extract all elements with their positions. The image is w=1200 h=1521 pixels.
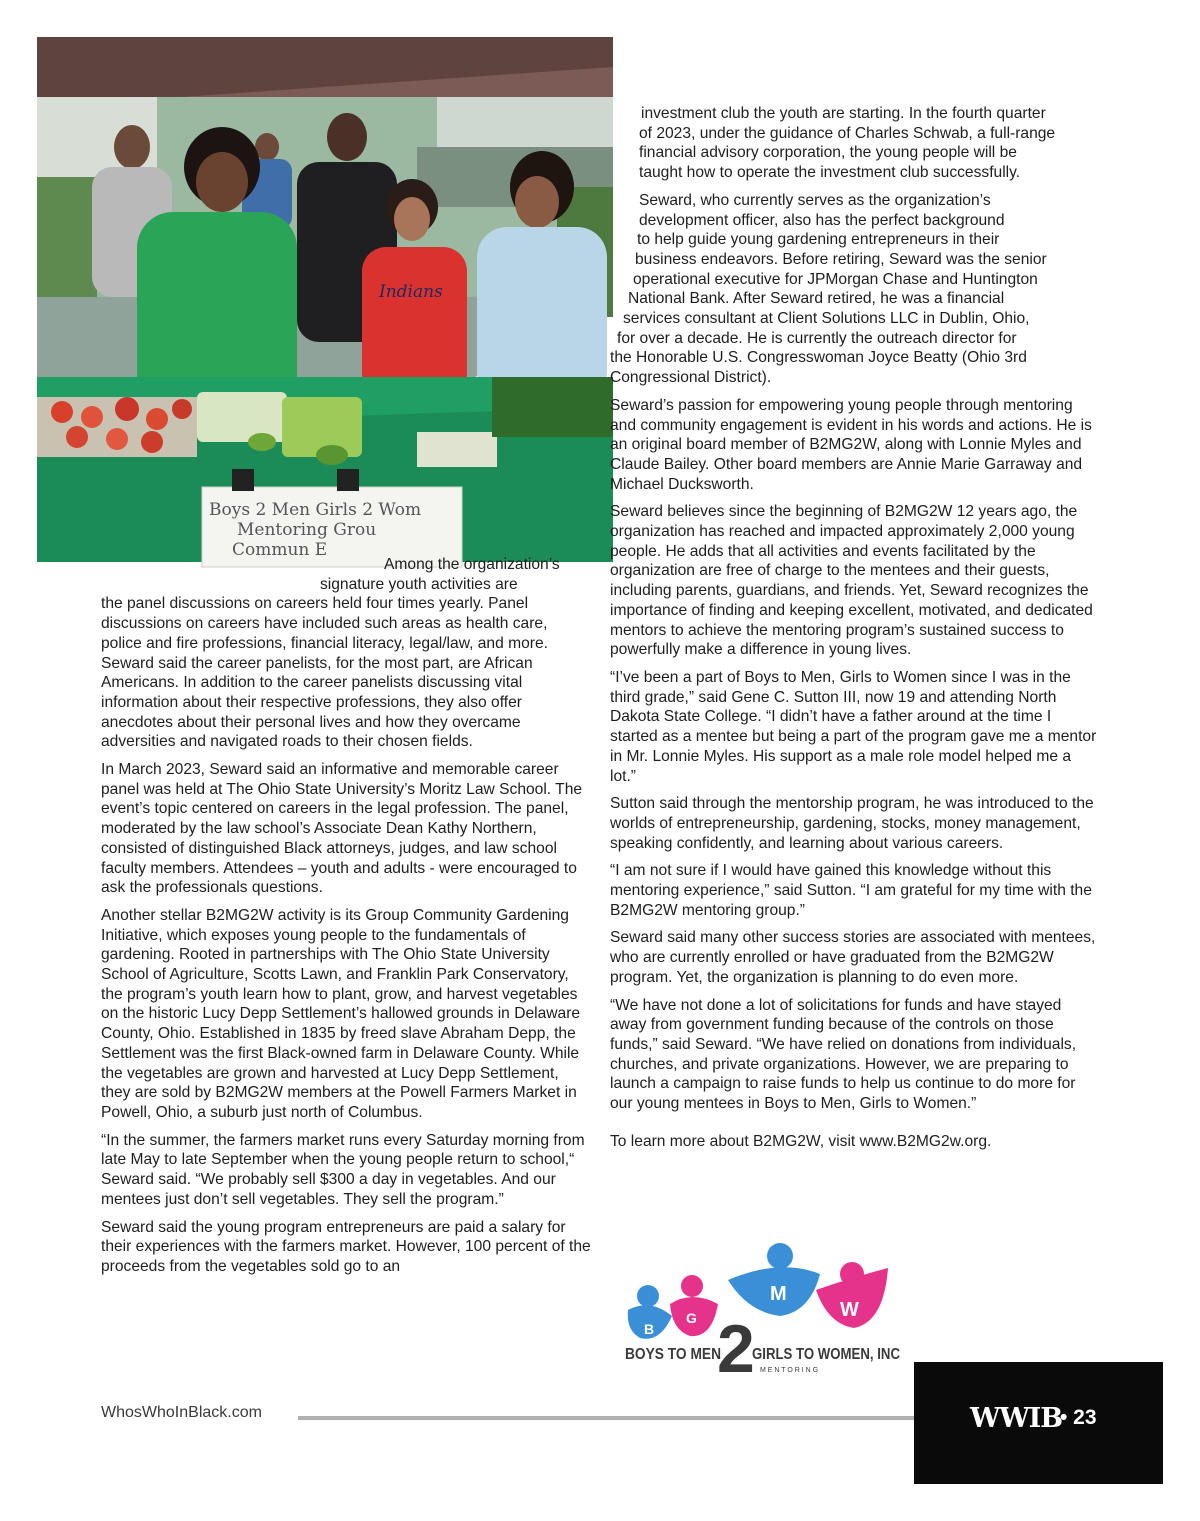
right-paragraph-9: “We have not done a lot of solicitations for funds and have stayed away from government funding because of the controls on those funds,” said Seward. “We have relied on donations from individuals, churches, and private organizations. However, we are preparing to launch a campaign to raise funds to help us continue to do more for our young mentees in Boys to Men, Girls to Women.” bbox=[610, 996, 1077, 1113]
right-p2-line-6: National Bank. After Seward retired, he was a financial bbox=[628, 290, 1005, 308]
footer-rule bbox=[298, 1416, 958, 1420]
logo-girls-to-women: GIRLS TO WOMEN, INC bbox=[752, 1346, 901, 1363]
logo-letter-b: B bbox=[644, 1321, 655, 1337]
right-p1-line-2: of 2023, under the guidance of Charles Schwab, a full-range bbox=[639, 124, 1056, 142]
left-column bbox=[101, 555, 591, 1285]
logo-letter-w: W bbox=[840, 1299, 859, 1321]
footer-brand-logo: WWIB bbox=[970, 1403, 1063, 1434]
right-p2-line-1: Seward, who currently serves as the organization’s bbox=[639, 191, 991, 209]
photo-illustration bbox=[37, 37, 613, 562]
market-photo bbox=[37, 37, 613, 562]
footer-website: WhosWhoInBlack.com bbox=[101, 1404, 262, 1421]
right-p1-line-1: investment club the youth are starting. In the fourth quarter bbox=[641, 105, 1046, 122]
left-paragraph-4: “In the summer, the farmers market runs every Saturday morning from late May to late September when the young people return to school,“ Seward said. “We probably sell $300 a day in vegetables. And our mentees just don’t sell vegetables. They sell the program.” bbox=[101, 1131, 585, 1208]
right-p2-line-2: development officer, also has the perfect background bbox=[639, 211, 1005, 229]
left-paragraph-1 bbox=[101, 555, 591, 752]
left-p1-rest: the panel discussions on careers held four times yearly. Panel discussions on careers have included such areas as health care, police and fire professions, financial literacy, legal/law, and more. Seward said the career panelists, for the most part, are African Americans. In addition to the career panelists discussing vital information about their respective professions, they also offer anecdotes about their personal lives and how they overcame adversities and navigated roads to their chosen fields. bbox=[101, 595, 548, 751]
right-paragraph-5: “I’ve been a part of Boys to Men, Girls to Women since I was in the third grade,” said Gene C. Sutton III, now 19 and attending North Dakota State College. “I didn’t have a father around at the time I started as a mentee but being a part of the program gave me a mentor in Mr. Lonnie Myles. His support as a male role model helped me a lot.” bbox=[610, 668, 1097, 785]
right-paragraph-2 bbox=[610, 191, 1100, 388]
logo-graphic bbox=[620, 1238, 910, 1387]
banner-line-2: Mentoring Grou bbox=[237, 520, 377, 540]
right-paragraph-6: Sutton said through the mentorship program, he was introduced to the worlds of entrepreneurship, gardening, stocks, money management, speaking confidently, and learning about various careers. bbox=[610, 795, 1094, 852]
logo-numeral: 2 bbox=[717, 1311, 755, 1387]
page-number: • 23 bbox=[1060, 1406, 1097, 1429]
logo-mentoring: M E N T O R I N G bbox=[760, 1367, 819, 1374]
right-paragraph-7: “I am not sure if I would have gained this knowledge without this mentoring experience,” said Sutton. “I am grateful for my time with the B2MG2W mentoring group.” bbox=[610, 862, 1092, 919]
right-p1-line-3: financial advisory corporation, the young people will be bbox=[639, 144, 1017, 162]
right-p2-line-9: the Honorable U.S. Congresswoman Joyce Beatty (Ohio 3rd bbox=[610, 349, 1027, 367]
logo-letter-m: M bbox=[770, 1283, 787, 1305]
right-p2-line-8: for over a decade. He is currently the outreach director for bbox=[617, 329, 1017, 347]
left-p1-lead: Among the organization’s bbox=[384, 556, 560, 573]
b2mg2w-logo bbox=[620, 1238, 910, 1387]
right-column bbox=[610, 104, 1100, 1159]
shirt-text: Indians bbox=[379, 282, 443, 302]
right-p2-line-10: Congressional District). bbox=[610, 369, 772, 387]
left-paragraph-5: Seward said the young program entrepreneurs are paid a salary for their experiences with the farmers market. However, 100 percent of the proceeds from the vegetables sold go to an bbox=[101, 1218, 591, 1275]
left-p1-lead2: signature youth activities are bbox=[320, 575, 518, 593]
right-paragraph-3: Seward’s passion for empowering young people through mentoring and community engagement is evident in his words and actions. He is an original board member of B2MG2W, along with Lonnie Myles and Claude Bailey. Other board members are Annie Marie Garraway and Michael Ducksworth. bbox=[610, 396, 1092, 493]
left-paragraph-2: In March 2023, Seward said an informative and memorable career panel was held at The Ohio State University’s Moritz Law School. The event’s topic centered on careers in the legal profession. The panel, moderated by the law school’s Associate Dean Kathy Northern, consisted of distinguished Black attorneys, judges, and law school faculty members. Attendees – youth and adults - were encouraged to ask the professionals questions. bbox=[101, 761, 583, 897]
right-p2-line-4: business endeavors. Before retiring, Seward was the senior bbox=[635, 250, 1047, 268]
right-paragraph-8: Seward said many other success stories are associated with mentees, who are currently enrolled or have graduated from the B2MG2W program. Yet, the organization is planning to do even more. bbox=[610, 929, 1096, 986]
logo-boys-to-men: BOYS TO MEN bbox=[625, 1346, 721, 1363]
left-paragraph-3: Another stellar B2MG2W activity is its Group Community Gardening Initiative, which exposes young people to the fundamentals of gardening. Rooted in partnerships with The Ohio State University School of Agriculture, Scotts Lawn, and Franklin Park Conservatory, the program’s youth learn how to plant, grow, and harvest vegetables on the historic Lucy Depp Settlement’s hallowed grounds in Delaware County, Ohio. Established in 1835 by freed slave Abraham Depp, the Settlement was the first Black-owned farm in Delaware County. While the vegetables are grown and harvested at Lucy Depp Settlement, they are sold by B2MG2W members at the Powell Farmers Market in Powell, Ohio, a suburb just north of Columbus. bbox=[101, 906, 581, 1121]
right-p1-line-4: taught how to operate the investment club successfully. bbox=[639, 164, 1021, 182]
logo-letter-g: G bbox=[686, 1310, 697, 1326]
right-paragraph-1 bbox=[610, 104, 1100, 183]
banner-line-1: Boys 2 Men Girls 2 Wom bbox=[209, 500, 422, 520]
right-paragraph-10: To learn more about B2MG2W, visit www.B2MG2w.org. bbox=[610, 1132, 992, 1150]
right-paragraph-4: Seward believes since the beginning of B2MG2W 12 years ago, the organization has reached and impacted approximately 2,000 young people. He adds that all activities and events facilitated by the organization are free of charge to the mentees and their guests, including parents, guardians, and friends. Yet, Seward recognizes the importance of finding and keeping excellent, motivated, and dedicated mentors to achieve the mentoring program’s sustained success to powerfully make a difference in young lives. bbox=[610, 503, 1093, 659]
banner-line-3: Commun E bbox=[232, 540, 328, 560]
right-p2-line-7: services consultant at Client Solutions LLC in Dublin, Ohio, bbox=[623, 310, 1030, 328]
right-p2-line-5: operational executive for JPMorgan Chase and Huntington bbox=[633, 270, 1038, 288]
right-p2-line-3: to help guide young gardening entrepreneurs in their bbox=[637, 231, 1000, 249]
